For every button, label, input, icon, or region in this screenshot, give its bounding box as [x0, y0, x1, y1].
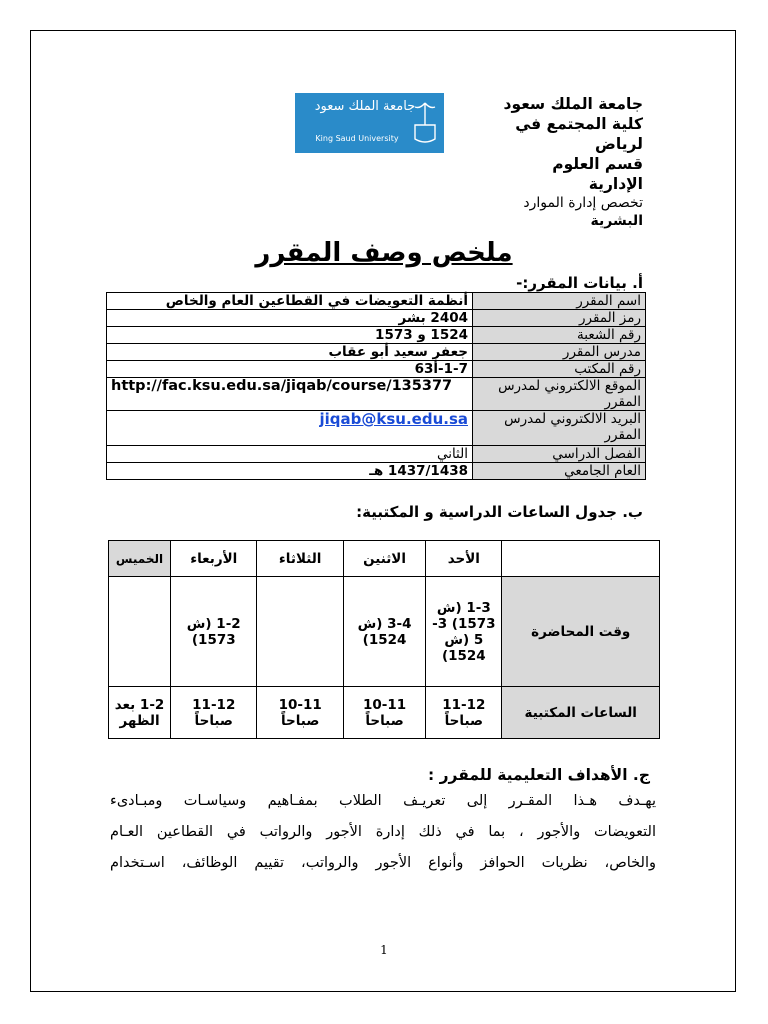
header-line: الإدارية — [588, 175, 643, 193]
logo-arabic-text: جامعة الملك سعود — [314, 99, 416, 114]
institution-header — [443, 94, 643, 230]
course-info-table — [106, 292, 646, 480]
page-number: 1 — [380, 943, 388, 957]
logo-english-text: King Saud University — [315, 134, 399, 143]
info-value: 1-7-أ63 — [107, 361, 473, 378]
table-row — [107, 411, 646, 446]
day-header: الأربعاء — [171, 541, 257, 577]
info-label: الموقع الالكتروني لمدرس المقرر — [473, 378, 646, 411]
schedule-cell: 10-11 صباحاً — [257, 687, 343, 739]
website-link[interactable]: http://fac.ksu.edu.sa/jiqab/course/135377 — [107, 378, 473, 411]
info-label: الفصل الدراسي — [473, 446, 646, 463]
specialization-line: البشرية — [590, 213, 643, 229]
header-line: جامعة الملك سعود — [503, 95, 643, 113]
row-header: الساعات المكتبية — [502, 687, 660, 739]
paragraph-line: التعويضات والأجور ، بما في ذلك إدارة الأجور والرواتب في القطاعين العـام — [110, 824, 656, 840]
info-value: 1437/1438 هـ — [107, 463, 473, 480]
table-row — [109, 541, 660, 577]
table-row — [107, 310, 646, 327]
schedule-cell: 1-2 (ش 1573) — [171, 577, 257, 687]
info-label: البريد الالكتروني لمدرس المقرر — [473, 411, 646, 446]
table-row — [109, 577, 660, 687]
row-header: وقت المحاضرة — [502, 577, 660, 687]
table-row — [107, 344, 646, 361]
info-value: جعفر سعيد أبو عقاب — [107, 344, 473, 361]
schedule-cell: 1-3 (ش 1573) 3-5 (ش 1524) — [426, 577, 502, 687]
schedule-table — [108, 540, 660, 739]
info-value: 2404 بشر — [107, 310, 473, 327]
section-b-heading: ب. جدول الساعات الدراسية و المكتبية: — [356, 503, 643, 521]
table-row — [107, 293, 646, 310]
day-header: الخميس — [109, 541, 171, 577]
paragraph-line: والخاص، نظريات الحوافز وأنواع الأجور والرواتب، تقييم الوظائف، اسـتخدام — [110, 855, 656, 871]
table-row — [109, 687, 660, 739]
schedule-cell — [109, 577, 171, 687]
table-row — [107, 446, 646, 463]
header-line: كلية المجتمع في — [515, 115, 643, 133]
info-label: اسم المقرر — [473, 293, 646, 310]
specialization-line: تخصص إدارة الموارد — [523, 195, 643, 211]
day-header: الأحد — [426, 541, 502, 577]
schedule-cell: 1-2 بعد الظهر — [109, 687, 171, 739]
schedule-cell: 3-4 (ش 1524) — [343, 577, 425, 687]
info-value: الثاني — [107, 446, 473, 463]
schedule-cell: 10-11 صباحاً — [343, 687, 425, 739]
schedule-cell: 11-12 صباحاً — [171, 687, 257, 739]
table-row — [107, 378, 646, 411]
objectives-paragraph — [110, 786, 656, 879]
page-title: ملخص وصف المقرر — [255, 238, 513, 268]
header-line: لرياض — [595, 135, 643, 153]
day-header: الثلاثاء — [257, 541, 343, 577]
info-label: رمز المقرر — [473, 310, 646, 327]
day-header: الاثنين — [343, 541, 425, 577]
email-link[interactable]: jiqab@ksu.edu.sa — [107, 411, 473, 446]
section-a-heading: أ. بيانات المقرر:- — [516, 274, 643, 292]
header-line: قسم العلوم — [552, 155, 643, 173]
info-value: أنظمة التعويضات في القطاعين العام والخاص — [107, 293, 473, 310]
table-row — [107, 327, 646, 344]
info-label: العام الجامعي — [473, 463, 646, 480]
paragraph-line: يهـدف هـذا المقـرر إلى تعريـف الطلاب بمفـاهيم وسياسـات ومبـادىء — [110, 793, 656, 809]
schedule-cell — [257, 577, 343, 687]
table-row — [107, 361, 646, 378]
schedule-cell: 11-12 صباحاً — [426, 687, 502, 739]
info-label: مدرس المقرر — [473, 344, 646, 361]
table-row — [107, 463, 646, 480]
info-label: رقم المكتب — [473, 361, 646, 378]
section-c-heading: ج. الأهداف التعليمية للمقرر : — [428, 766, 650, 784]
ksu-logo — [295, 93, 444, 153]
info-label: رقم الشعبة — [473, 327, 646, 344]
info-value: 1524 و 1573 — [107, 327, 473, 344]
schedule-corner-cell — [502, 541, 660, 577]
